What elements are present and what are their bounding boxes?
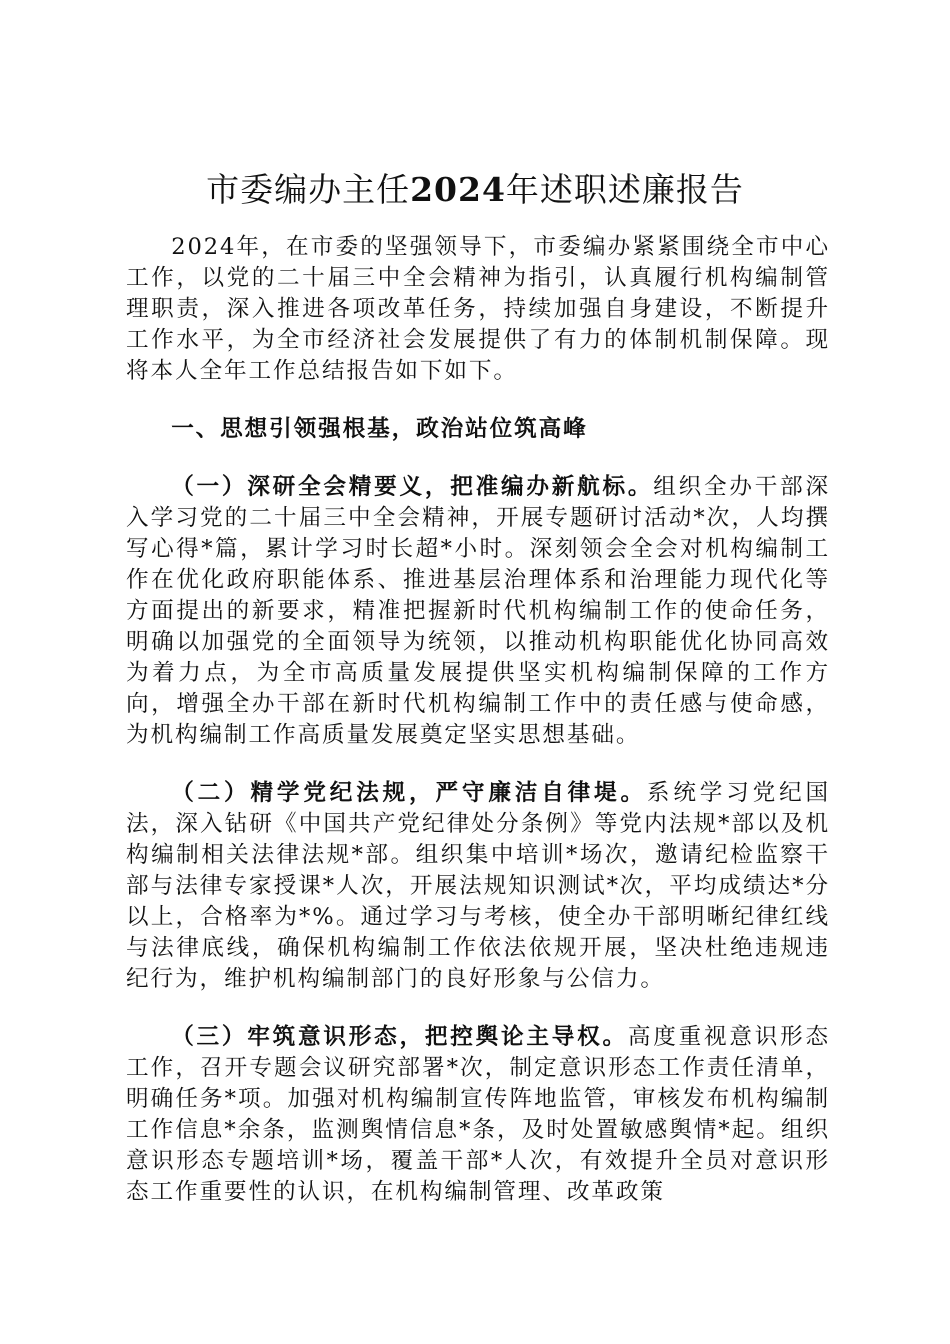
document-title (0, 168, 950, 212)
intro-paragraph: 2024年，在市委的坚强领导下，市委编办紧紧围绕全市中心工作，以党的二十届三中全会精神为指引，认真履行机构编制管理职责，深入推进各项改革任务，持续加强自身建设，不断提升工作水平，为全市经济社会发展提供了有力的体制机制保障。现将本人全年工作总结报告如下如下。 (126, 234, 830, 384)
title-year: 2024 (410, 170, 506, 209)
item-paragraph-1 (126, 472, 830, 751)
title-prefix: 市委编办主任 (206, 170, 411, 209)
section-heading-1: 一、思想引领强根基，政治站位筑高峰 (171, 416, 588, 442)
item-lead-3: （三）牢筑意识形态，把控舆论主导权。 (171, 1024, 628, 1050)
item-body-2: 系统学习党纪国法，深入钻研《中国共产党纪律处分条例》等党内法规*部以及机构编制相关法律法规*部。组织集中培训*场次，邀请纪检监察干部与法律专家授课*人次，开展法规知识测试*次，平均成绩达*分以上，合格率为*%。通过学习与考核，使全办干部明晰纪律红线与法律底线，确保机构编制工作依法依规开展，坚决杜绝违规违纪行为，维护机构编制部门的良好形象与公信力。 (126, 780, 830, 992)
item-lead-2: （二）精学党纪法规，严守廉洁自律堤。 (171, 780, 647, 806)
title-suffix: 年述职述廉报告 (505, 170, 744, 209)
item-paragraph-2 (126, 778, 830, 995)
item-lead-1: （一）深研全会精要义，把准编办新航标。 (171, 474, 654, 500)
item-paragraph-3 (126, 1022, 830, 1208)
item-body-1: 组织全办干部深入学习党的二十届三中全会精神，开展专题研讨活动*次，人均撰写心得*篇，累计学习时长超*小时。深刻领会全会对机构编制工作在优化政府职能体系、推进基层治理体系和治理能力现代化等方面提出的新要求，精准把握新时代机构编制工作的使命任务，明确以加强党的全面领导为统领，以推动机构职能优化协同高效为着力点，为全市高质量发展提供坚实机构编制保障的工作方向，增强全办干部在新时代机构编制工作中的责任感与使命感，为机构编制工作高质量发展奠定坚实思想基础。 (126, 474, 830, 748)
item-body-3: 高度重视意识形态工作，召开专题会议研究部署*次，制定意识形态工作责任清单，明确任务*项。加强对机构编制宣传阵地监管，审核发布机构编制工作信息*余条，监测舆情信息*条，及时处置敏感舆情*起。组织意识形态专题培训*场，覆盖干部*人次，有效提升全员对意识形态工作重要性的认识，在机构编制管理、改革政策 (126, 1024, 831, 1205)
document-body (126, 232, 830, 1235)
